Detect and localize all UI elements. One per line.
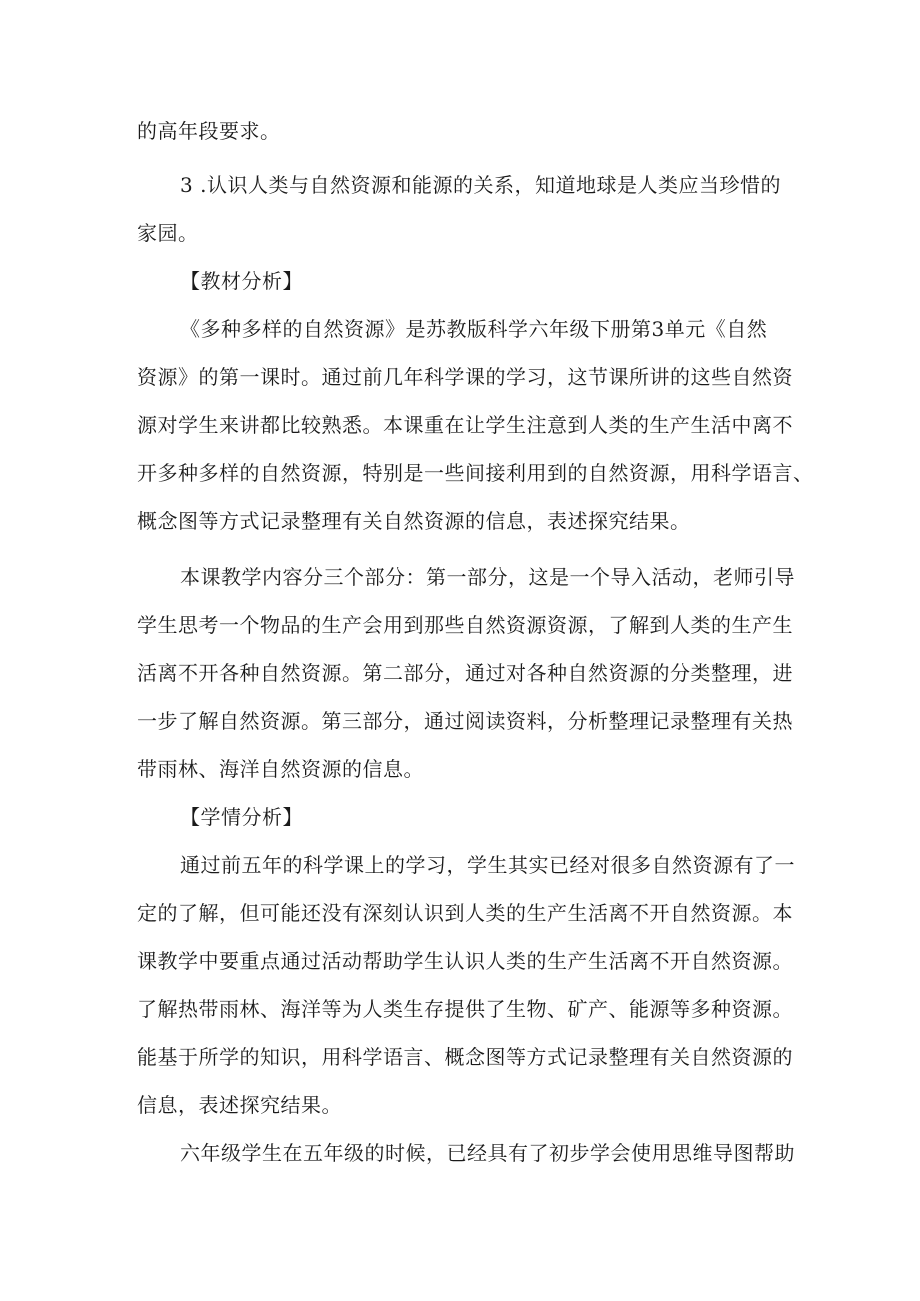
paragraph-line: 本课教学内容分三个部分：第一部分，这是一个导入活动，老师引导	[180, 565, 795, 589]
paragraph-line: 概念图等方式记录整理有关自然资源的信息，表述探究结果。	[137, 509, 691, 533]
paragraph-line: 通过前五年的科学课上的学习，学生其实已经对很多自然资源有了一	[180, 853, 795, 877]
text-line: 家园。	[137, 221, 199, 245]
paragraph-line: 源对学生来讲都比较熟悉。本课重在让学生注意到人类的生产生活中离不	[137, 413, 793, 437]
section-heading: 【教材分析】	[180, 269, 303, 293]
paragraph-line: 定的了解，但可能还没有深刻认识到人类的生产生活离不开自然资源。本	[137, 901, 793, 925]
paragraph-line: 能基于所学的知识，用科学语言、概念图等方式记录整理有关自然资源的	[137, 1045, 793, 1069]
paragraph-line: 活离不开各种自然资源。第二部分，通过对各种自然资源的分类整理，进	[137, 661, 793, 685]
list-item: 3 .认识人类与自然资源和能源的关系，知道地球是人类应当珍惜的	[180, 173, 781, 197]
paragraph-line: 《多种多样的自然资源》是苏教版科学六年级下册第3单元《自然	[180, 317, 768, 341]
paragraph-line: 课教学中要重点通过活动帮助学生认识人类的生产生活离不开自然资源。	[137, 949, 793, 973]
text-line: 的高年段要求。	[137, 119, 281, 143]
paragraph-line: 带雨林、海洋自然资源的信息。	[137, 757, 424, 781]
paragraph-line: 信息，表述探究结果。	[137, 1093, 342, 1117]
paragraph-line: 开多种多样的自然资源，特别是一些间接利用到的自然资源，用科学语言、	[137, 461, 814, 485]
paragraph-line: 了解热带雨林、海洋等为人类生存提供了生物、矿产、能源等多种资源。	[137, 997, 793, 1021]
paragraph-line: 学生思考一个物品的生产会用到那些自然资源资源，了解到人类的生产生	[137, 613, 793, 637]
paragraph-line: 六年级学生在五年级的时候，已经具有了初步学会使用思维导图帮助	[180, 1141, 795, 1165]
paragraph-line: 资源》的第一课时。通过前几年科学课的学习，这节课所讲的这些自然资	[137, 365, 793, 389]
section-heading: 【学情分析】	[180, 805, 303, 829]
paragraph-line: 一步了解自然资源。第三部分，通过阅读资料，分析整理记录整理有关热	[137, 709, 793, 733]
